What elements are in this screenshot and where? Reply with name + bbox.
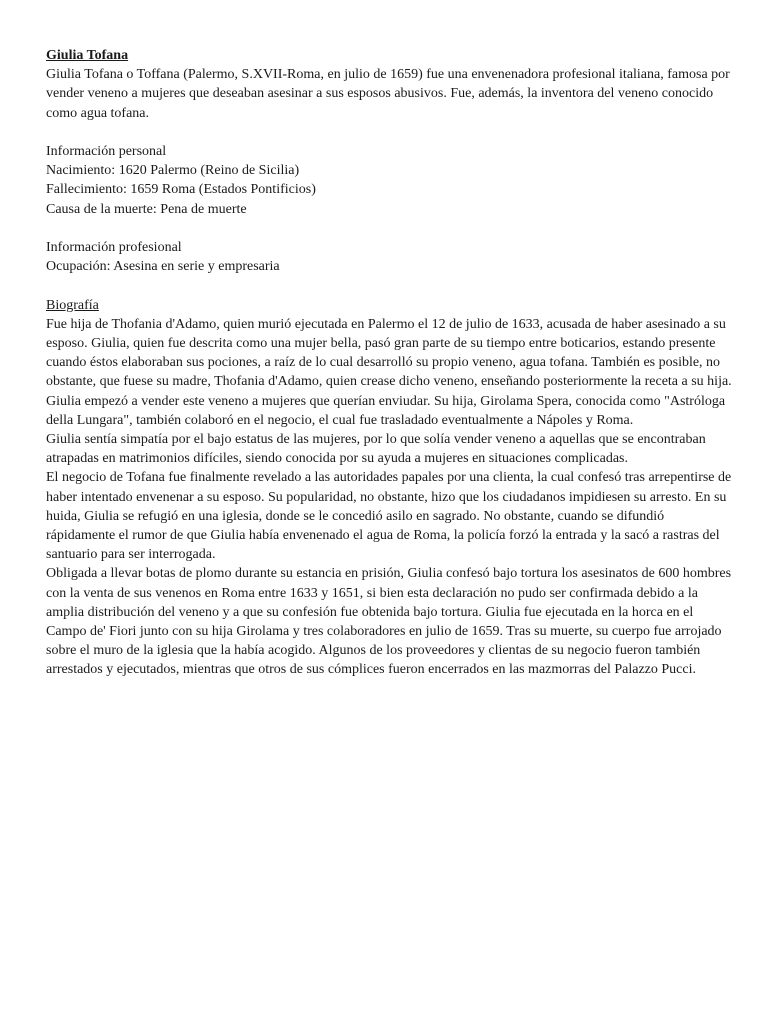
- biography-paragraph-3: El negocio de Tofana fue finalmente revelado a las autoridades papales por una clienta, la cual confesó tras arrepentirse de haber intentado envenenar a su esposo. Su popularidad, no obstante, hizo que los ciudadanos impidiesen su arresto. En su huida, Giulia se refugió en una iglesia, donde se le concedió asilo en sagrado. No obstante, cuando se difundió rápidamente el rumor de que Giulia había envenenado el agua de Roma, la policía forzó la entrada y la sacó a rastras del santuario para ser interrogada.: [46, 470, 732, 563]
- professional-info-heading: Información profesional: [46, 240, 182, 255]
- personal-info-heading: Información personal: [46, 144, 167, 159]
- spacer: [46, 123, 736, 142]
- death-line: Fallecimiento: 1659 Roma (Estados Pontificios): [46, 182, 316, 198]
- spacer: [46, 219, 736, 238]
- occupation-line: Ocupación: Asesina en serie y empresaria: [46, 259, 280, 275]
- biography-heading: Biografía: [46, 297, 99, 313]
- document-page: [46, 46, 736, 680]
- document-title: Giulia Tofana: [46, 48, 129, 63]
- biography-paragraph-1: Fue hija de Thofania d'Adamo, quien murió ejecutada en Palermo el 12 de julio de 1633, acusada de haber asesinado a su esposo. Giulia, quien fue descrita como una mujer bella, pasó gran parte de su tiempo entre boticarios, estando presente cuando éstos elaboraban sus pociones, a raíz de lo cual desarrolló su propio veneno, agua tofana. También es posible, no obstante, que fuese su madre, Thofania d'Adamo, quien crease dicho veneno, enseñando posteriormente la receta a su hija. Giulia empezó a vender este veneno a mujeres que querían enviudar. Su hija, Girolama Spera, conocida como "Astróloga della Lungara", también colaboró en el negocio, el cual fue trasladado eventualmente a Nápoles y Roma.: [46, 316, 732, 428]
- spacer: [46, 276, 736, 295]
- intro-paragraph: Giulia Tofana o Toffana (Palermo, S.XVII-Roma, en julio de 1659) fue una envenenadora profesional italiana, famosa por vender veneno a mujeres que deseaban asesinar a sus esposos abusivos. Fue, además, la inventora del veneno conocido como agua tofana.: [46, 67, 730, 121]
- cause-of-death-line: Causa de la muerte: Pena de muerte: [46, 201, 247, 217]
- biography-paragraph-4: Obligada a llevar botas de plomo durante su estancia en prisión, Giulia confesó bajo tortura los asesinatos de 600 hombres con la venta de sus venenos en Roma entre 1633 y 1651, si bien esta declaración no pudo ser confirmada debido a la amplia distribución del veneno y a que su confesión fue obtenida bajo tortura. Giulia fue ejecutada en la horca en el Campo de' Fiori junto con su hija Girolama y tres colaboradores en julio de 1659. Tras su muerte, su cuerpo fue arrojado sobre el muro de la iglesia que la había acogido. Algunos de los proveedores y clientas de su negocio fueron también arrestados y ejecutados, mientras que otros de sus cómplices fueron encerrados en las mazmorras del Palazzo Pucci.: [46, 566, 732, 678]
- biography-paragraph-2: Giulia sentía simpatía por el bajo estatus de las mujeres, por lo que solía vender veneno a aquellas que se encontraban atrapadas en matrimonios difíciles, siendo conocida por su ayuda a mujeres en situaciones complicadas.: [46, 432, 706, 467]
- birth-line: Nacimiento: 1620 Palermo (Reino de Sicilia): [46, 163, 300, 179]
